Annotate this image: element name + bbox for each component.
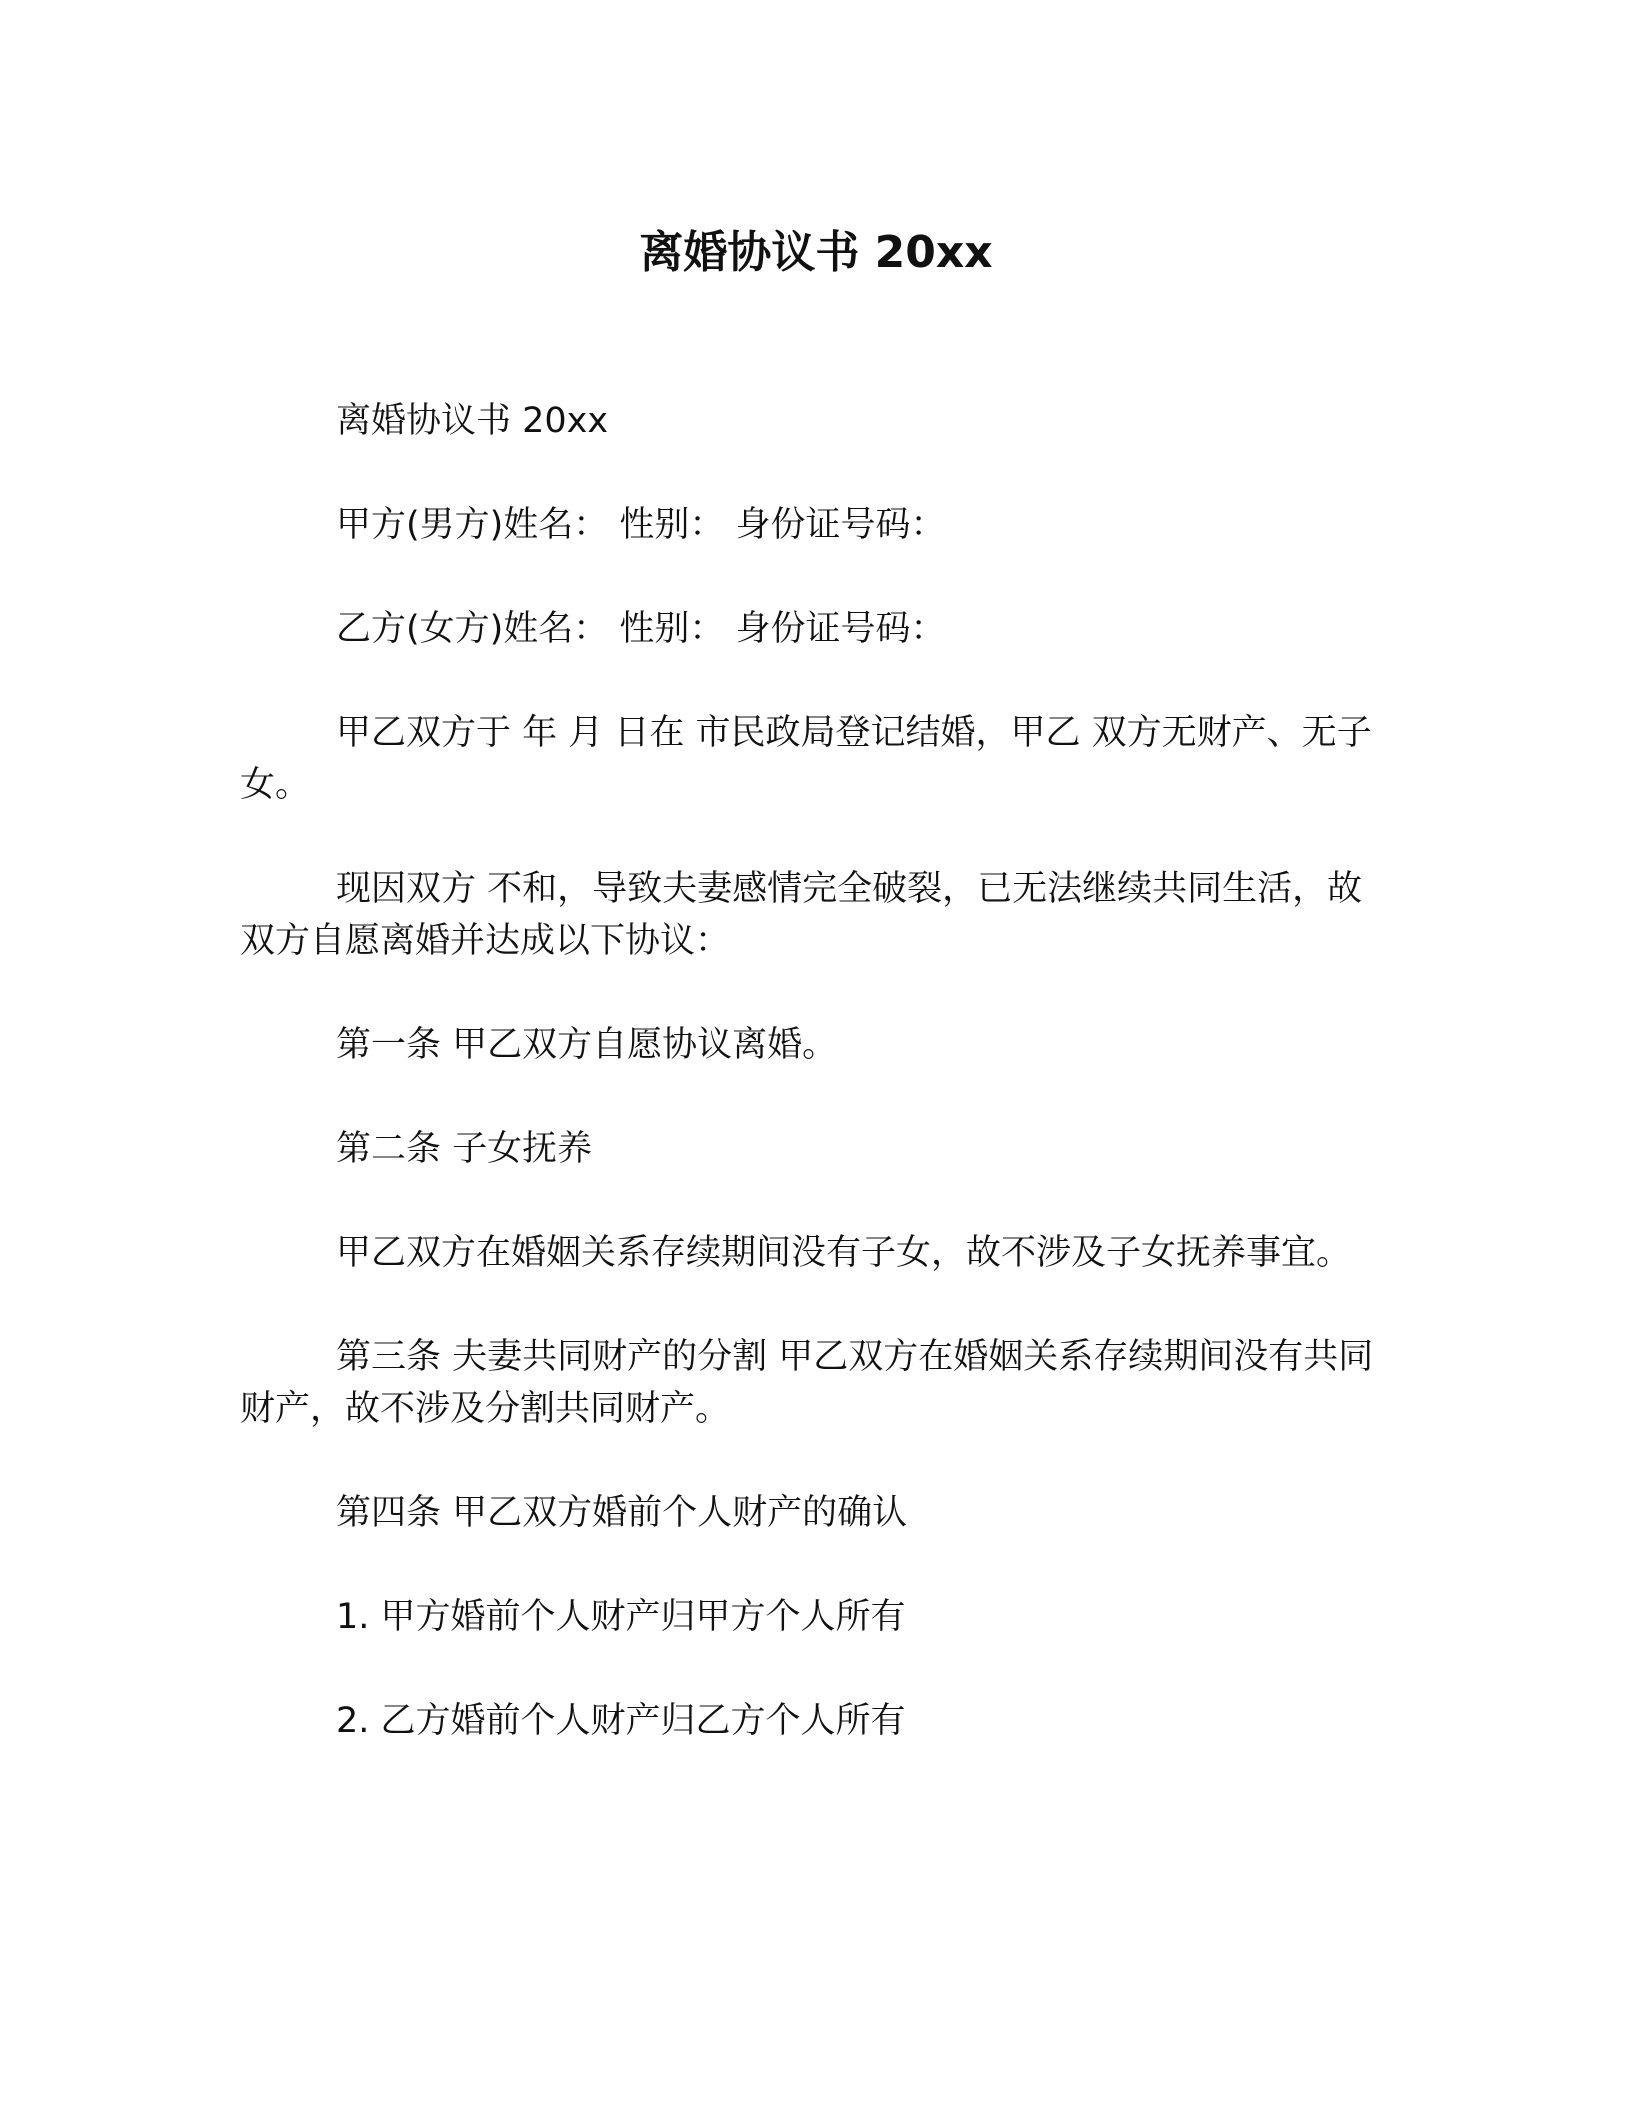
paragraph-article-2-body: 甲乙双方在婚姻关系存续期间没有子女，故不涉及子女抚养事宜。	[336, 1233, 1352, 1273]
paragraph-article-4-item-1: 1. 甲方婚前个人财产归甲方个人所有	[336, 1597, 906, 1637]
document-title: 离婚协议书 20xx	[639, 227, 993, 278]
document-body	[240, 395, 1390, 1799]
paragraph-marriage-registration: 甲乙双方于 年 月 日在 市民政局登记结婚，甲乙 双方无财产、无子女。	[240, 713, 1372, 805]
paragraph-article-4-heading: 第四条 甲乙双方婚前个人财产的确认	[336, 1493, 908, 1533]
paragraph-article-4-item-2: 2. 乙方婚前个人财产归乙方个人所有	[336, 1701, 906, 1741]
paragraph-party-a: 甲方(男方)姓名： 性别： 身份证号码：	[336, 505, 946, 545]
paragraph-subtitle: 离婚协议书 20xx	[336, 401, 609, 441]
paragraph-article-1: 第一条 甲乙双方自愿协议离婚。	[336, 1025, 838, 1065]
paragraph-article-3: 第三条 夫妻共同财产的分割 甲乙双方在婚姻关系存续期间没有共同财产，故不涉及分割共同财产。	[240, 1337, 1374, 1429]
paragraph-party-b: 乙方(女方)姓名： 性别： 身份证号码：	[336, 609, 946, 649]
paragraph-reason: 现因双方 不和，导致夫妻感情完全破裂，已无法继续共同生活，故双方自愿离婚并达成以下协议：	[240, 869, 1363, 961]
paragraph-article-2-heading: 第二条 子女抚养	[336, 1129, 593, 1169]
